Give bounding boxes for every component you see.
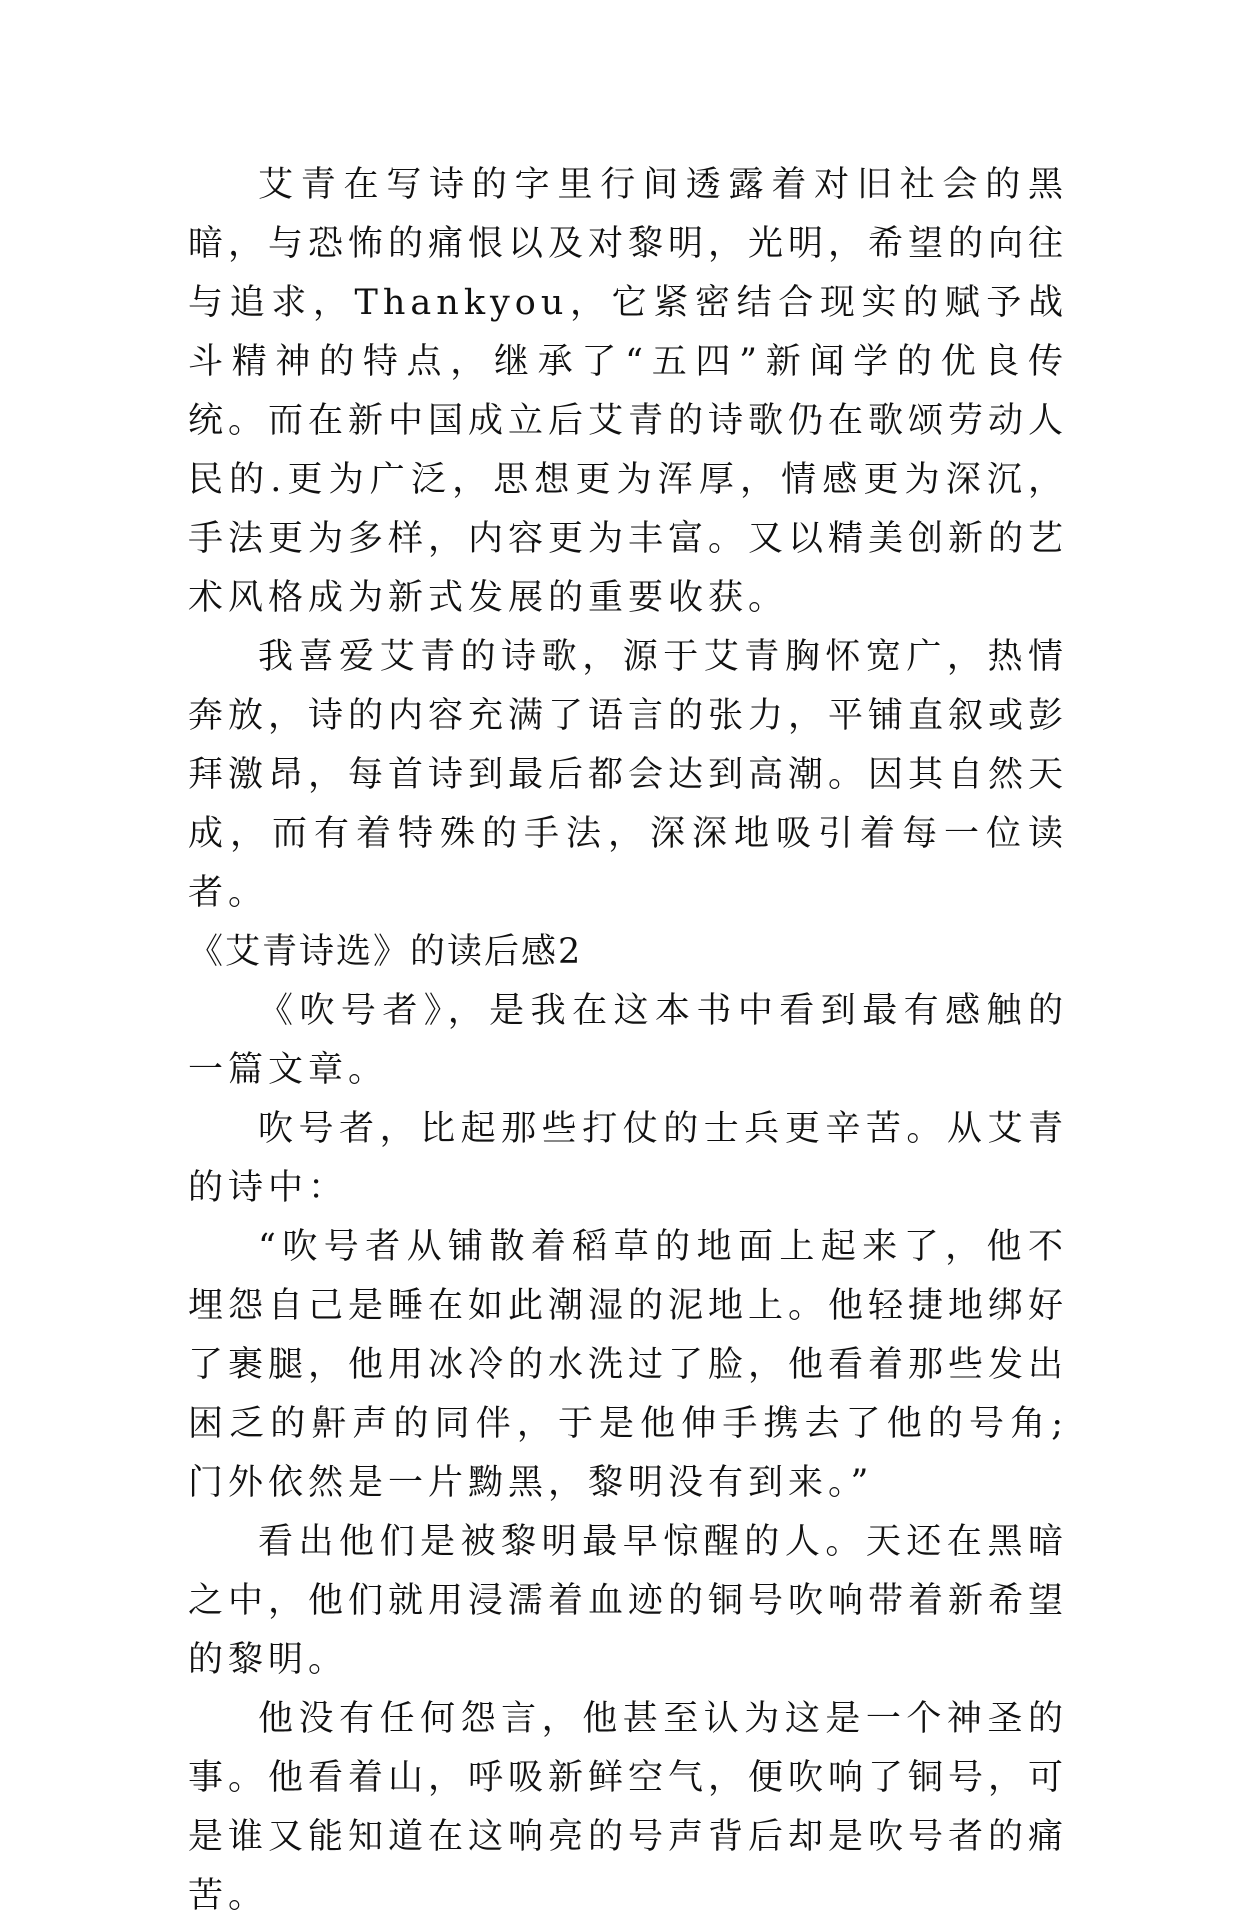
paragraph-poem-quote: “吹号者从铺散着稻草的地面上起来了，他不埋怨自己是睡在如此潮湿的泥地上。他轻捷地绑好了裹腿，他用冰冷的水洗过了脸，他看着那些发出困乏的鼾声的同伴，于是他伸手携去了他的号角;门外依然是一片黝黑，黎明没有到来。” <box>188 1227 1069 1503</box>
paragraph-love-of-poetry: 我喜爱艾青的诗歌，源于艾青胸怀宽广，热情奔放，诗的内容充满了语言的张力，平铺直叙或彭拜激昂，每首诗到最后都会达到高潮。因其自然天成，而有着特殊的手法，深深地吸引着每一位读者。 <box>188 637 1069 913</box>
paragraph-bugler-hardship: 吹号者，比起那些打仗的士兵更辛苦。从艾青的诗中： <box>188 1109 1068 1208</box>
paragraph-dawn-awakening: 看出他们是被黎明最早惊醒的人。天还在黑暗之中，他们就用浸濡着血迹的铜号吹响带着新希望的黎明。 <box>188 1522 1069 1680</box>
paragraph-bugler-intro: 《吹号者》，是我在这本书中看到最有感触的一篇文章。 <box>188 991 1068 1090</box>
section-heading: 《艾青诗选》的读后感2 <box>188 932 583 972</box>
paragraph-poetry-themes: 艾青在写诗的字里行间透露着对旧社会的黑暗，与恐怖的痛恨以及对黎明，光明，希望的向往与追求，Thankyou，它紧密结合现实的赋予战斗精神的特点，继承了“五四”新闻学的优良传统。而在新中国成立后艾青的诗歌仍在歌颂劳动人民的.更为广泛，思想更为浑厚，情感更为深沉，手法更为多样，内容更为丰富。又以精美创新的艺术风格成为新式发展的重要收获。 <box>188 165 1069 618</box>
paragraph-bugler-pain: 他没有任何怨言，他甚至认为这是一个神圣的事。他看着山，呼吸新鲜空气，便吹响了铜号，可是谁又能知道在这响亮的号声背后却是吹号者的痛苦。 <box>188 1699 1069 1916</box>
document-body <box>188 156 1068 1926</box>
